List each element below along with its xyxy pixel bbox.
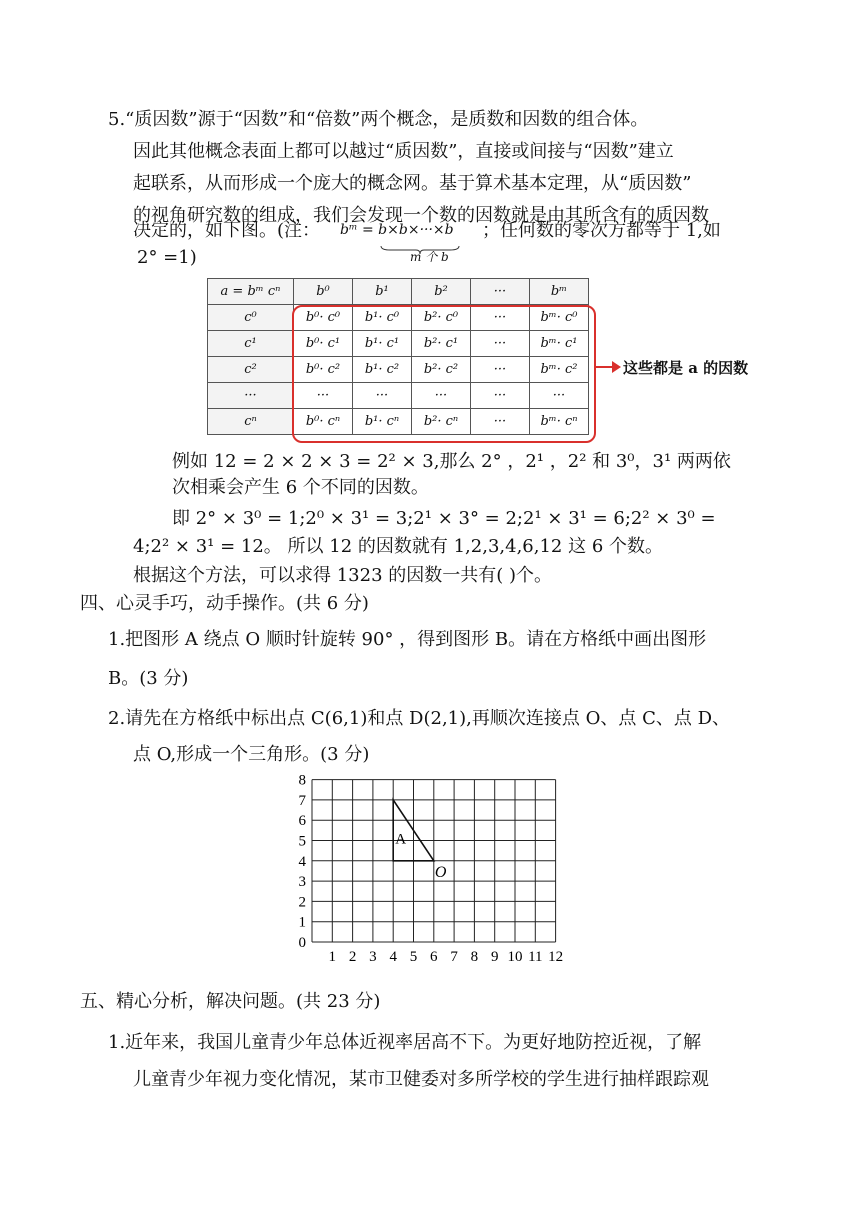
y-tick-label: 1 (298, 914, 306, 931)
x-tick-label: 3 (369, 949, 377, 965)
table-cell: b⁰· cⁿ (294, 409, 353, 435)
q5-line-4: 的视角研究数的组成，我们会发现一个数的因数就是由其所含有的质因数 (133, 205, 709, 226)
s4-q2-line1: 2.请先在方格纸中标出点 C(6,1)和点 D(2,1),再顺次连接点 O、点 C、点 D、 (108, 708, 731, 729)
y-tick-label: 5 (298, 833, 306, 850)
q5-line-5-end: ；任何数的零次方都等于 1,如 (482, 220, 721, 241)
table-cell: ··· (530, 383, 589, 409)
table-cell: ··· (294, 383, 353, 409)
table-callout: 这些都是 a 的因数 (623, 359, 749, 377)
table-cell: ··· (471, 357, 530, 383)
q5-question: 根据这个方法，可以求得 1323 的因数一共有( )个。 (133, 565, 553, 586)
y-tick-label: 0 (298, 935, 306, 951)
table-cell: c¹ (208, 331, 294, 357)
table-cell: ··· (471, 279, 530, 305)
table-cell: b⁰· c¹ (294, 331, 353, 357)
y-tick-label: 3 (298, 874, 306, 891)
table-cell: b²· c¹ (412, 331, 471, 357)
y-tick-label: 4 (298, 853, 306, 870)
table-cell: ··· (412, 383, 471, 409)
arrow-icon (594, 366, 614, 368)
table-cell: b¹ (353, 279, 412, 305)
x-tick-label: 2 (348, 949, 357, 965)
example-line-1: 例如 12 = 2 × 2 × 3 = 2² × 3,那么 2° ，2¹ ，2² 和 3⁰，3¹ 两两依 (172, 451, 731, 472)
q5-line-1: 5.“质因数”源于“因数”和“倍数”两个概念，是质数和因数的组合体。 (108, 109, 649, 130)
table-cell: bᵐ (530, 279, 589, 305)
section5-title: 五、精心分析，解决问题。(共 23 分) (80, 991, 381, 1012)
y-tick-label: 6 (298, 813, 306, 830)
s5-q1-line1: 1.近年来，我国儿童青少年总体近视率居高不下。为更好地防控近视，了解 (108, 1032, 702, 1053)
x-tick-label: 12 (548, 949, 564, 965)
table-cell: ··· (353, 383, 412, 409)
table-cell: b¹· c⁰ (353, 305, 412, 331)
s4-q1-line2: B。(3 分) (108, 668, 189, 689)
table-cell: b² (412, 279, 471, 305)
point-o-label: O (434, 864, 447, 882)
table-cell: b⁰ (294, 279, 353, 305)
table-cell: b²· cⁿ (412, 409, 471, 435)
table-cell: ··· (471, 331, 530, 357)
s5-q1-line2: 儿童青少年视力变化情况，某市卫健委对多所学校的学生进行抽样跟踪观 (133, 1069, 709, 1090)
example-line-2: 次相乘会产生 6 个不同的因数。 (172, 477, 429, 498)
y-tick-label: 7 (298, 792, 306, 809)
table-cell: cⁿ (208, 409, 294, 435)
table-header-row (208, 279, 589, 305)
y-tick-label: 8 (298, 772, 306, 789)
example-line-4: 4;2² × 3¹ = 12。 所以 12 的因数就有 1,2,3,4,6,12 这 6 个数。 (133, 536, 663, 557)
example-line-3: 即 2° × 3⁰ = 1;2⁰ × 3¹ = 3;2¹ × 3° = 2;2¹ × 3¹ = 6;2² × 3⁰ = (172, 508, 716, 529)
table-cell: c² (208, 357, 294, 383)
table-cell: b¹· cⁿ (353, 409, 412, 435)
table-cell: b¹· c¹ (353, 331, 412, 357)
table-cell: a = bᵐ cⁿ (208, 279, 294, 305)
q5-line-6: 2° =1) (137, 247, 197, 268)
factors-highlight-box (292, 305, 596, 443)
x-tick-label: 9 (490, 949, 499, 965)
table-cell: bᵐ· c² (530, 357, 589, 383)
coordinate-grid[interactable] (290, 770, 580, 970)
x-tick-label: 5 (409, 949, 418, 965)
q5-line-5-start: 决定的，如下图。(注： (133, 220, 321, 241)
table-cell: ··· (471, 409, 530, 435)
table-cell: b²· c⁰ (412, 305, 471, 331)
table-cell: bᵐ· c¹ (530, 331, 589, 357)
table-cell: bᵐ· cⁿ (530, 409, 589, 435)
q5-line-3: 起联系，从而形成一个庞大的概念网。基于算术基本定理，从“质因数” (133, 173, 692, 194)
brace-icon (380, 240, 460, 248)
table-cell: b⁰· c² (294, 357, 353, 383)
x-tick-label: 6 (430, 949, 438, 965)
table-cell: bᵐ· c⁰ (530, 305, 589, 331)
q5-line-2: 因此其他概念表面上都可以越过“质因数”，直接或间接与“因数”建立 (133, 141, 674, 162)
section4-title: 四、心灵手巧，动手操作。(共 6 分) (80, 593, 369, 614)
x-tick-label: 8 (470, 949, 479, 965)
x-tick-label: 11 (528, 949, 543, 965)
x-tick-label: 1 (328, 949, 337, 965)
s4-q1-line1: 1.把图形 A 绕点 O 顺时针旋转 90° ，得到图形 B。请在方格纸中画出图形 (108, 629, 707, 650)
table-cell: ··· (471, 305, 530, 331)
table-cell: b¹· c² (353, 357, 412, 383)
x-tick-label: 4 (389, 949, 397, 965)
y-tick-label: 2 (298, 894, 306, 911)
s4-q2-line2: 点 O,形成一个三角形。(3 分) (133, 744, 370, 765)
note-brace-label: m 个 b (410, 250, 449, 264)
table-cell: ··· (471, 383, 530, 409)
table-cell: c⁰ (208, 305, 294, 331)
shape-a-label: A (395, 831, 407, 848)
table-cell: ··· (208, 383, 294, 409)
x-tick-label: 7 (450, 949, 458, 965)
note-formula: bᵐ = b×b×···×b (340, 222, 454, 238)
arrowhead-icon (612, 361, 621, 373)
x-tick-label: 10 (507, 949, 523, 965)
table-cell: b²· c² (412, 357, 471, 383)
table-cell: b⁰· c⁰ (294, 305, 353, 331)
